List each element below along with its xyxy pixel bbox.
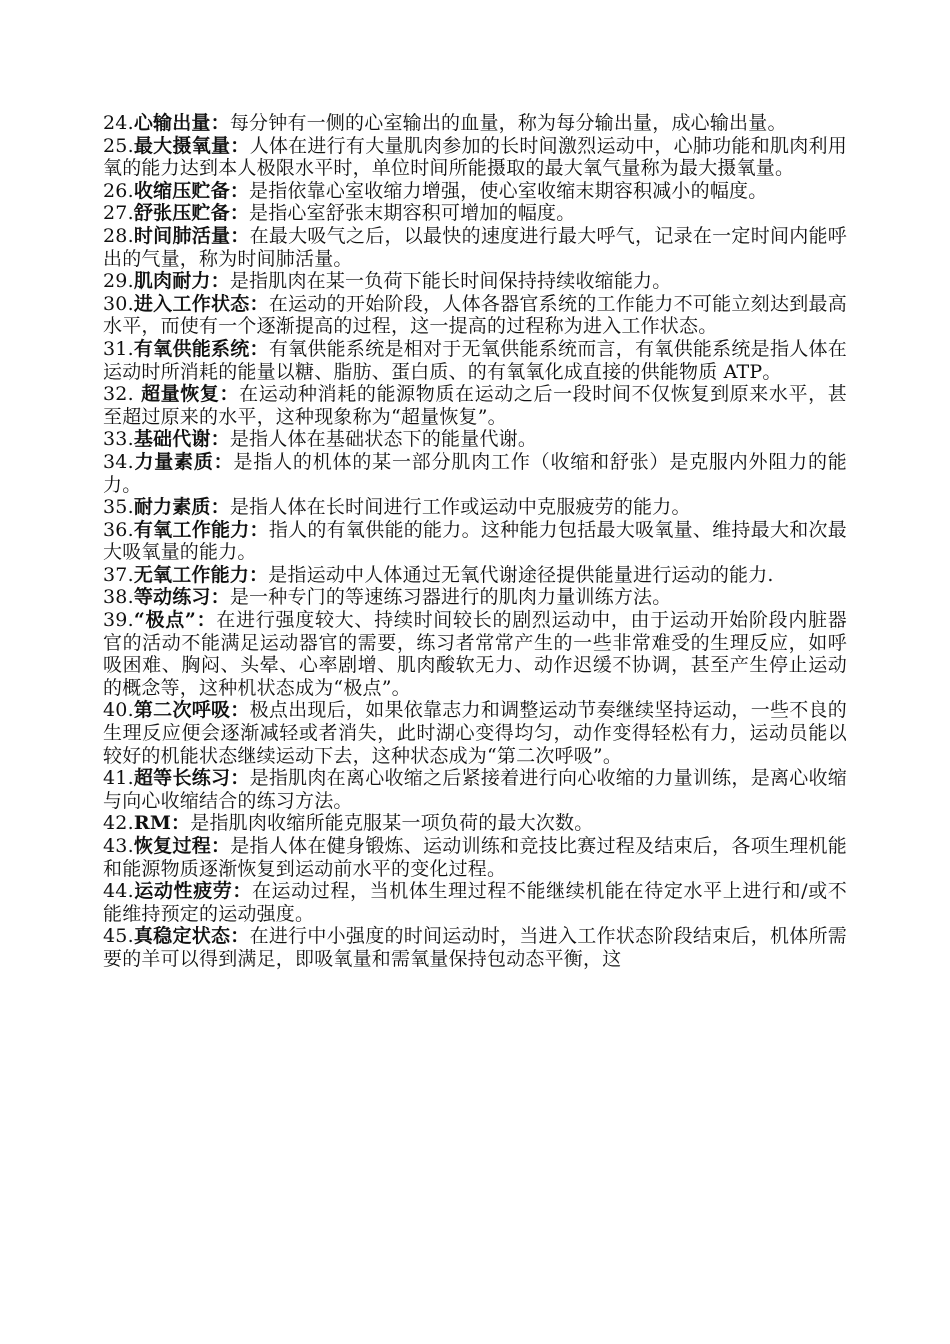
entry-definition: 是指心室舒张末期容积可增加的幅度。 [249,202,576,225]
entry-number: 26. [103,179,134,202]
entry-term: RM： [133,812,191,835]
entry-term: 最大摄氧量： [133,134,250,157]
entry-definition: 在最大吸气之后，以最快的速度进行最大呼气，记录在一定时间内能呼出的气量，称为时间肺活量。 [103,224,848,270]
glossary-entry [103,428,847,451]
entry-number: 45. [103,925,134,948]
entry-definition: 极点出现后，如果依靠志力和调整运动节奏继续坚持运动，一些不良的生理反应便会逐渐减轻或者消失，此时湖心变得均匀，动作变得轻松有力，运动员能以较好的机能状态继续运动下去，这种状态成为“第二次呼吸”。 [103,699,848,767]
entry-definition: 是指人体在基础状态下的能量代谢。 [229,428,538,451]
glossary-entry [103,925,847,970]
entry-term: 力量素质： [133,450,234,473]
entry-number: 40. [103,699,134,722]
entry-term: “极点”： [133,609,217,632]
glossary-entry [103,812,847,835]
entry-term: 耐力素质： [133,496,230,519]
glossary-entry [103,835,847,880]
glossary-entry [103,112,847,135]
entry-term: 等动练习： [133,586,230,609]
entry-term: 时间肺活量： [133,224,250,247]
glossary-entry [103,202,847,225]
entry-definition: 在运动过程，当机体生理过程不能继续机能在待定水平上进行和/或不能维持预定的运动强度。 [103,880,847,925]
entry-definition: 是指人体在长时间进行工作或运动中克服疲劳的能力。 [229,496,691,519]
glossary-entry [103,270,847,293]
entry-definition: 是指人体在健身锻炼、运动训练和竞技比赛过程及结束后，各项生理机能和能源物质逐渐恢复到运动前水平的变化过程。 [103,835,847,880]
glossary-entry [103,135,847,180]
entry-definition: 是指人的机体的某一部分肌肉工作（收缩和舒张）是克服内外阻力的能力。 [103,450,847,496]
entry-term: 心输出量： [133,112,230,134]
glossary-entry [103,180,847,203]
entry-term: 超量恢复： [133,383,240,406]
glossary-entry [103,699,847,767]
entry-term: 肌肉耐力： [133,270,230,293]
entry-definition: 是指运动中人体通过无氧代谢途径提供能量进行运动的能力. [268,563,774,586]
entry-number: 35. [103,496,134,519]
entry-number: 34. [103,450,134,473]
entry-term: 有氧工作能力： [133,518,269,541]
glossary-entry [103,338,847,383]
entry-number: 41. [103,767,134,790]
entry-definition: 在进行强度较大、持续时间较长的剧烈运动中，由于运动开始阶段内脏器官的活动不能满足运动器官的需要，练习者常常产生的一些非常难受的生理反应，如呼吸困难、胸闷、头晕、心率剧增、肌肉酸软无力、动作迟缓不协调，甚至产生停止运动的概念等，这种机状态成为“极点”。 [103,609,847,699]
glossary-entry [103,293,847,338]
entry-term: 真稳定状态： [133,925,250,948]
entry-number: 37. [103,563,134,586]
entry-definition: 是一种专门的等速练习器进行的肌肉力量训练方法。 [229,586,672,609]
entry-definition: 指人的有氧供能的能力。这种能力包括最大吸氧量、维持最大和次最大吸氧量的能力。 [103,518,847,564]
entry-number: 28. [103,224,134,247]
entry-number: 29. [103,270,134,293]
entry-term: 超等长练习： [133,767,250,790]
glossary-entry [103,496,847,519]
entry-term: 第二次呼吸： [133,699,250,722]
entry-number: 27. [103,202,134,225]
glossary-entry [103,225,847,270]
entry-definition: 在运动种消耗的能源物质在运动之后一段时间不仅恢复到原来水平，甚至超过原来的水平，这种现象称为“超量恢复”。 [103,383,847,428]
entry-definition: 在运动的开始阶段，人体各器官系统的工作能力不可能立刻达到最高水平，而使有一个逐渐提高的过程，这一提高的过程称为进入工作状态。 [103,292,847,338]
entry-number: 33. [103,428,134,451]
entry-number: 42. [103,812,134,835]
entry-number: 36. [103,518,134,541]
entry-term: 运动性疲劳： [133,880,252,903]
entry-definition: 人体在进行有大量肌肉参加的长时间激烈运动中，心肺功能和肌肉利用氧的能力达到本人极限水平时，单位时间所能摄取的最大氧气量称为最大摄氧量。 [103,134,848,180]
entry-definition: 有氧供能系统是相对于无氧供能系统而言，有氧供能系统是指人体在运动时所消耗的能量以糖、脂肪、蛋白质、的有氧氧化成直接的供能物质 ATP。 [103,337,847,383]
entry-number: 44. [103,880,134,903]
entry-term: 收缩压贮备： [133,179,250,202]
entry-number: 25. [103,134,134,157]
entry-number: 24. [103,112,134,134]
entry-number: 32. [103,383,134,406]
entry-number: 43. [103,835,134,857]
entry-term: 有氧供能系统： [133,337,269,360]
glossary-entry [103,519,847,564]
entry-term: 舒张压贮备： [133,202,250,225]
entry-term: 恢复过程： [133,835,231,857]
glossary-entry [103,586,847,609]
entry-term: 无氧工作能力： [133,563,269,586]
entry-number: 31. [103,337,134,360]
entry-definition: 是指依靠心室收缩力增强，使心室收缩末期容积减小的幅度。 [249,179,768,202]
glossary-entry [103,609,847,699]
entry-definition: 是指肌肉在离心收缩之后紧接着进行向心收缩的力量训练，是离心收缩与向心收缩结合的练习方法。 [103,767,848,812]
glossary-entry [103,383,847,428]
glossary-entry [103,767,847,812]
entry-number: 38. [103,586,134,609]
glossary-entry [103,880,847,925]
entry-definition: 每分钟有一侧的心室输出的血量，称为每分输出量，成心输出量。 [229,112,787,134]
entry-definition: 是指肌肉收缩所能克服某一项负荷的最大次数。 [190,812,594,835]
entry-term: 进入工作状态： [133,292,269,315]
entry-term: 基础代谢： [133,428,230,451]
entry-number: 30. [103,292,134,315]
glossary-entry [103,451,847,496]
entry-number: 39. [103,609,134,632]
entry-definition: 是指肌肉在某一负荷下能长时间保持持续收缩能力。 [229,270,672,293]
entry-definition: 在进行中小强度的时间运动时，当进入工作状态阶段结束后，机体所需要的羊可以得到满足，即吸氧量和需氧量保持包动态平衡，这 [103,925,848,970]
glossary-entry [103,564,847,587]
glossary-list [103,112,847,971]
